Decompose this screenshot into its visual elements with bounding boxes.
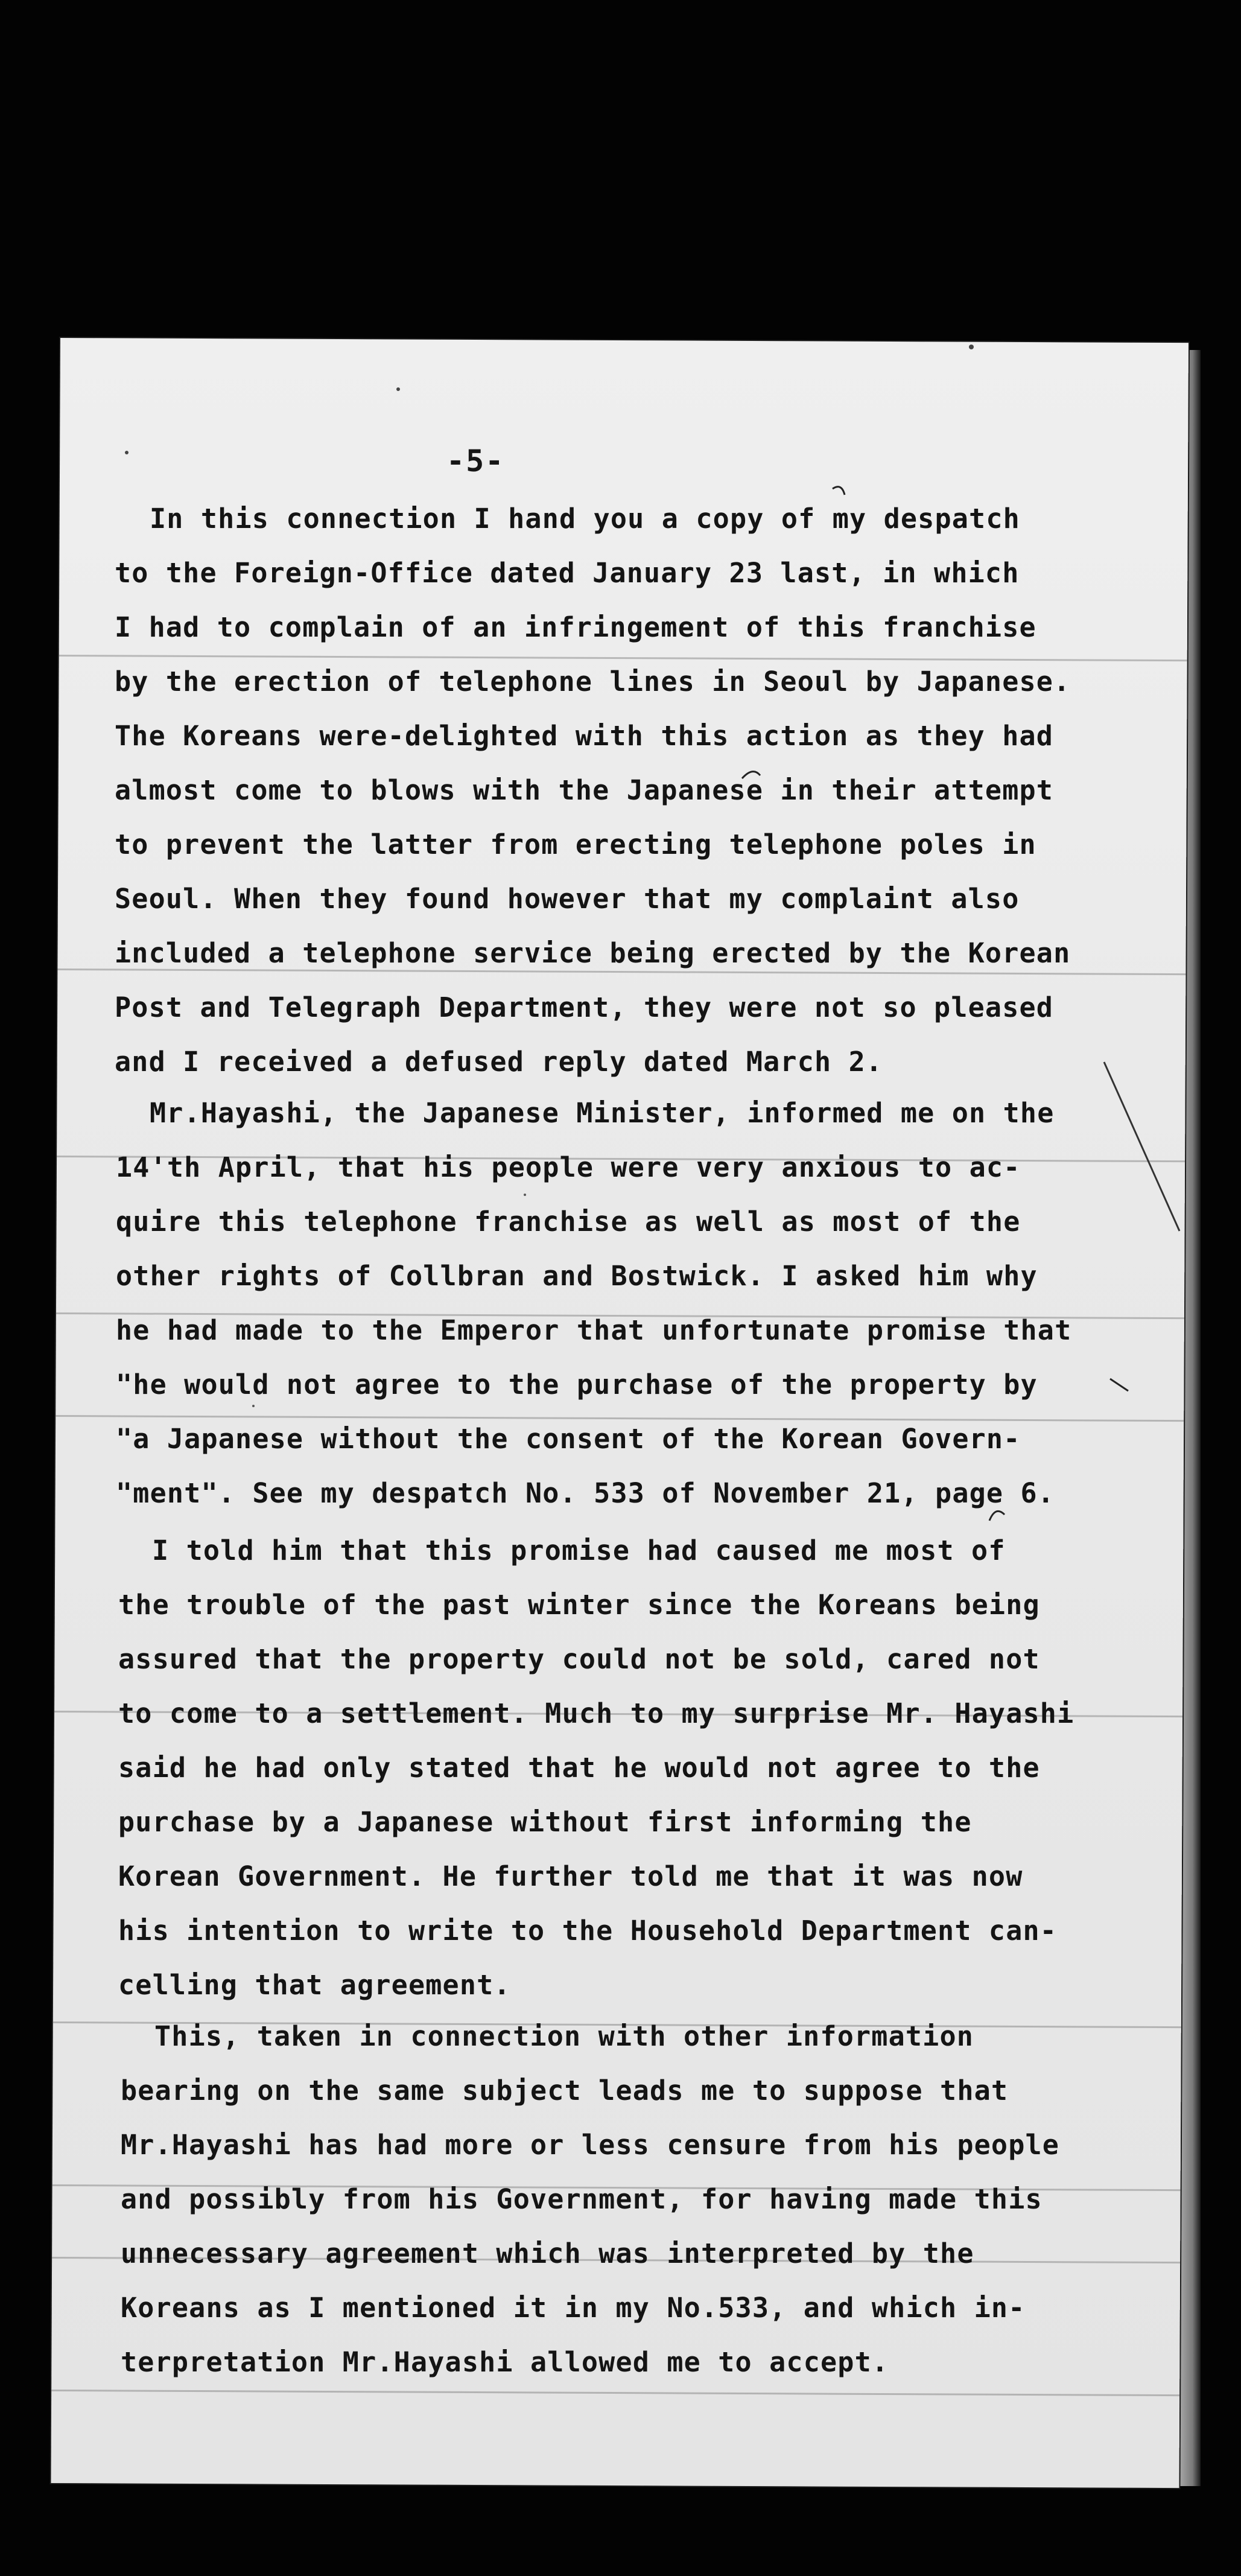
text-line: "he would not agree to the purchase of the property by	[116, 1369, 1038, 1401]
text-line: This, taken in connection with other information	[154, 2020, 974, 2052]
text-line: "ment". See my despatch No. 533 of November 21, page 6.	[116, 1477, 1055, 1509]
text-line: Korean Government. He further told me that it was now	[118, 1860, 1023, 1892]
text-line: In this connection I hand you a copy of my despatch	[150, 503, 1020, 535]
text-line: to the Foreign-Office dated January 23 last, in which	[115, 557, 1020, 589]
text-line: 14'th April, that his people were very anxious to ac-	[116, 1151, 1021, 1183]
text-line: celling that agreement.	[118, 1969, 511, 2001]
text-line: "a Japanese without the consent of the Korean Govern-	[116, 1423, 1021, 1455]
text-line: Mr.Hayashi has had more or less censure from his people	[121, 2129, 1060, 2161]
text-line: included a telephone service being erected by the Korean	[115, 937, 1071, 969]
text-line: by the erection of telephone lines in Seoul by Japanese.	[115, 666, 1071, 698]
text-line: almost come to blows with the Japanese in their attempt	[115, 774, 1054, 806]
text-line: bearing on the same subject leads me to suppose that	[121, 2075, 1009, 2107]
page-number: -5-	[446, 444, 505, 479]
text-line: I had to complain of an infringement of this franchise	[115, 611, 1036, 643]
text-line: and possibly from his Government, for having made this	[121, 2183, 1043, 2215]
text-line: other rights of Collbran and Bostwick. I asked him why	[116, 1260, 1038, 1292]
text-line: the trouble of the past winter since the Koreans being	[118, 1589, 1040, 1621]
text-line: he had made to the Emperor that unfortunate promise that	[116, 1314, 1072, 1346]
text-line: Post and Telegraph Department, they were not so pleased	[115, 991, 1054, 1023]
text-line: said he had only stated that he would not agree to the	[118, 1752, 1040, 1784]
text-line: to prevent the latter from erecting telephone poles in	[115, 828, 1036, 860]
text-line: purchase by a Japanese without first informing the	[118, 1806, 972, 1838]
text-line: and I received a defused reply dated March 2.	[115, 1046, 883, 1078]
text-line: terpretation Mr.Hayashi allowed me to accept.	[121, 2346, 889, 2378]
text-line: The Koreans were-delighted with this action as they had	[115, 720, 1054, 752]
text-line: quire this telephone franchise as well as most of the	[116, 1206, 1021, 1238]
text-line: assured that the property could not be sold, cared not	[118, 1643, 1040, 1675]
text-line: Koreans as I mentioned it in my No.533, and which in-	[121, 2292, 1026, 2324]
text-line: his intention to write to the Household Department can-	[118, 1915, 1058, 1947]
text-line: to come to a settlement. Much to my surprise Mr. Hayashi	[118, 1697, 1074, 1729]
text-line: Mr.Hayashi, the Japanese Minister, informed me on the	[150, 1097, 1055, 1129]
text-line: I told him that this promise had caused me most of	[152, 1534, 1006, 1566]
text-line: unnecessary agreement which was interpreted by the	[121, 2237, 974, 2269]
text-line: Seoul. When they found however that my complaint also	[115, 883, 1020, 915]
